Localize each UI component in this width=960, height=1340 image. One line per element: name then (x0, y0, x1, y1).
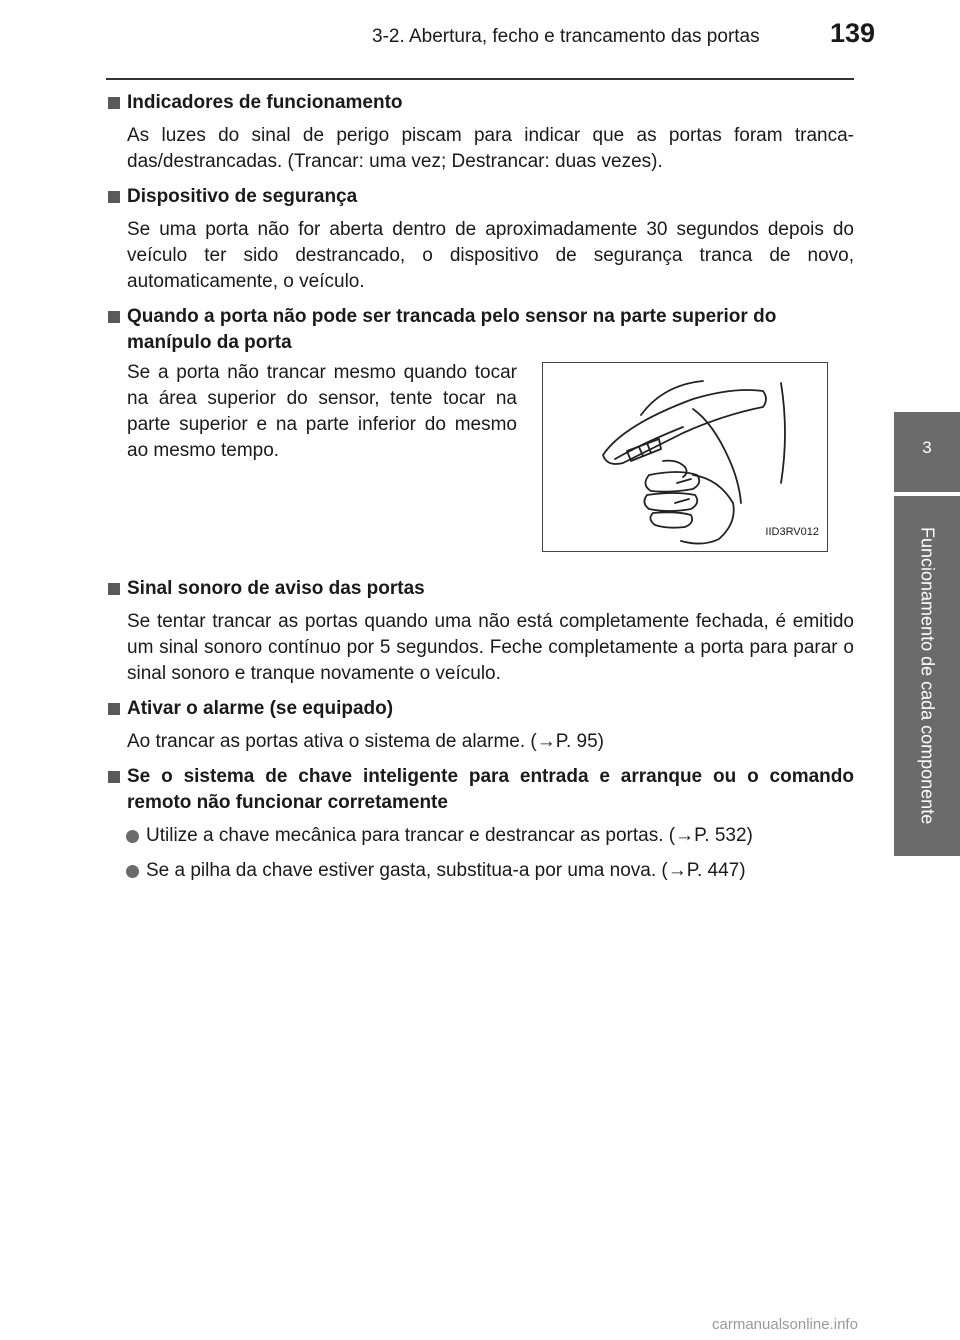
header-rule (106, 78, 854, 80)
square-bullet-icon (108, 311, 120, 323)
running-header: 3-2. Abertura, fecho e trancamento das portas (372, 26, 760, 47)
section-heading (106, 696, 854, 722)
figure-code: IID3RV012 (765, 526, 819, 538)
heading-text: Ativar o alarme (se equipado) (127, 698, 394, 719)
section-body: Se a porta não trancar mesmo quando tocar na área superior do sensor, tente tocar na parte superior e na parte inferior do mesmo ao mesmo tempo. (127, 362, 517, 461)
section-heading (106, 90, 854, 116)
heading-text: Sinal sonoro de aviso das portas (127, 578, 425, 599)
square-bullet-icon (108, 97, 120, 109)
section-heading (106, 184, 854, 210)
chapter-title: Funcionamento de cada componente (917, 527, 938, 825)
section-heading (106, 304, 854, 356)
heading-text: Indicadores de funcionamento (127, 92, 403, 113)
page-number: 139 (830, 18, 876, 48)
section-body: Se tentar trancar as portas quando uma não está completamente fechada, é emitido um sinal sonoro contínuo por 5 segundos. Feche completamente a porta para parar o sinal sonoro e tranque novamente o veículo. (127, 611, 854, 684)
section-heading (106, 576, 854, 602)
square-bullet-icon (108, 191, 120, 203)
section-body: As luzes do sinal de perigo piscam para indicar que as portas foram tranca-das/destrancadas. (Trancar: uma vez; Destrancar: duas vezes). (127, 125, 854, 172)
chapter-title-wrapper (894, 500, 960, 852)
watermark: carmanualsonline.info (712, 1316, 858, 1333)
section-body: Ao trancar as portas ativa o sistema de alarme. (→P. 95) (127, 731, 604, 752)
door-handle-illustration (542, 362, 828, 552)
square-bullet-icon (108, 771, 120, 783)
chapter-number: 3 (922, 438, 932, 457)
section-heading (106, 764, 854, 816)
main-content (106, 90, 854, 884)
section-body: Se uma porta não for aberta dentro de aproximadamente 30 segundos depois do veículo ter sido destrancado, o dispositivo de segurança tranca de novo, automaticamente, o veículo. (127, 219, 854, 292)
square-bullet-icon (108, 583, 120, 595)
heading-text: Dispositivo de segurança (127, 186, 358, 207)
heading-text: Quando a porta não pode ser trancada pelo sensor na parte superior do manípulo da porta (127, 306, 777, 353)
list-item-text: Se a pilha da chave estiver gasta, substitua-a por uma nova. (→P. 447) (146, 860, 746, 881)
square-bullet-icon (108, 703, 120, 715)
heading-text: Se o sistema de chave inteligente para entrada e arranque ou o comando remoto não funcionar corretamente (127, 766, 854, 813)
list-item-text: Utilize a chave mecânica para trancar e destrancar as portas. (→P. 532) (146, 825, 753, 846)
round-bullet-icon (126, 830, 139, 843)
list-item (106, 858, 854, 884)
round-bullet-icon (126, 865, 139, 878)
figure-row (106, 356, 854, 576)
list-item (106, 823, 854, 849)
